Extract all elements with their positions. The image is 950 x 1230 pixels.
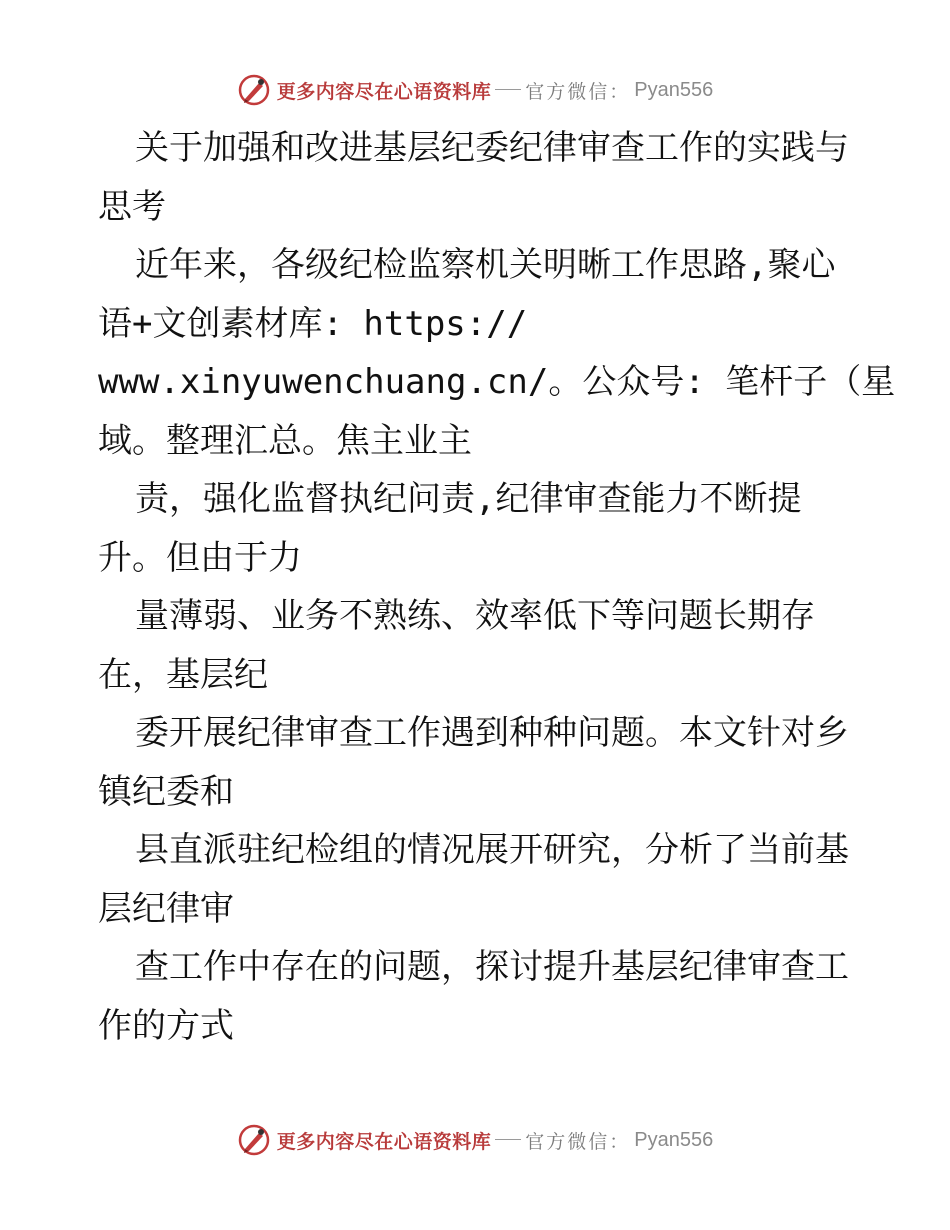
pen-logo-icon (237, 73, 271, 107)
wechat-id: Pyan556 (634, 1128, 714, 1151)
text-line: 责，强化监督执纪问责,纪律审查能力不断提 (135, 479, 802, 519)
wechat-id: Pyan556 (634, 78, 714, 101)
text-line: 思考 (98, 186, 166, 227)
brand-text: 更多内容尽在心语资料库 (276, 1130, 492, 1153)
text-line: 关于加强和改进基层纪委纪律审查工作的实践与 (135, 128, 849, 168)
separator-dash (495, 1139, 521, 1140)
text-line: 层纪律审 (98, 888, 234, 929)
footer-banner (0, 1120, 950, 1160)
text-line: 作的方式 (98, 1005, 234, 1046)
brand-text: 更多内容尽在心语资料库 (276, 80, 492, 103)
separator-dash (495, 89, 521, 90)
document-body (98, 119, 896, 1055)
official-wechat-label: 官方微信： (525, 1130, 631, 1153)
text-line: 域。整理汇总。焦主业主 (98, 420, 472, 461)
text-line: 量薄弱、业务不熟练、效率低下等问题长期存 (135, 596, 815, 636)
official-wechat-label: 官方微信： (525, 80, 631, 103)
header-banner (0, 70, 950, 110)
text-line: 县直派驻纪检组的情况展开研究，分析了当前基 (135, 830, 849, 870)
text-line: 语+文创素材库: https:// (98, 303, 528, 344)
pen-logo-icon (237, 1123, 271, 1157)
text-line: 镇纪委和 (98, 771, 234, 812)
text-line: 委开展纪律审查工作遇到种种问题。本文针对乡 (135, 713, 849, 753)
text-line: 查工作中存在的问题，探讨提升基层纪律审查工 (135, 947, 849, 987)
text-line: www.xinyuwenchuang.cn/。公众号: 笔杆子（星 (98, 362, 896, 402)
text-line: 近年来，各级纪检监察机关明晰工作思路,聚心 (135, 245, 836, 285)
text-line: 在，基层纪 (98, 654, 268, 695)
text-line: 升。但由于力 (98, 537, 302, 578)
